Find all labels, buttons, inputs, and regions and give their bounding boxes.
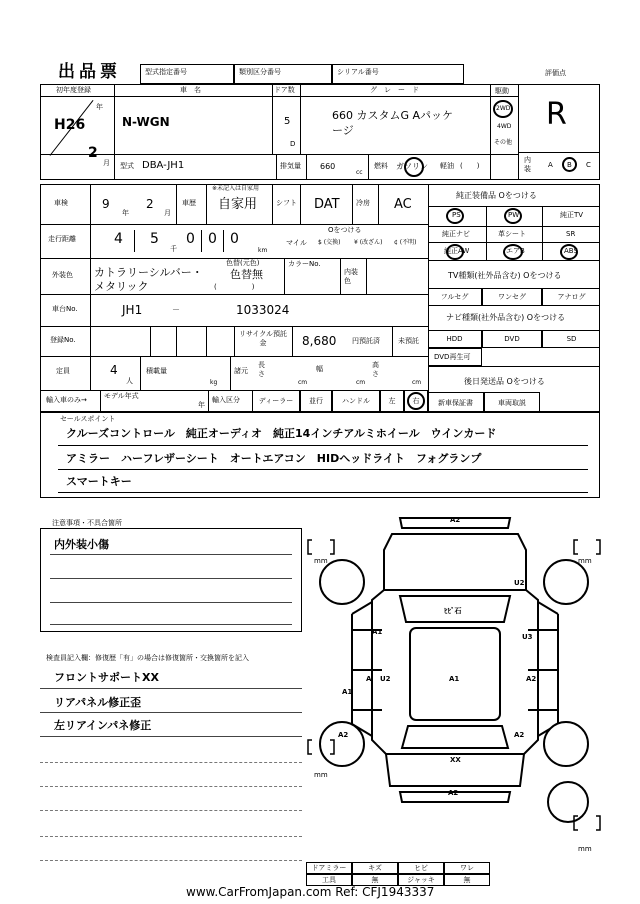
cc-unit: cc bbox=[356, 169, 363, 176]
inspector-line-2: リアパネル修正歪 bbox=[54, 696, 142, 709]
mileage-d5: 0 bbox=[230, 231, 239, 247]
type-label: 型式 bbox=[120, 162, 134, 170]
recycle-unit: 円預託済 bbox=[352, 337, 380, 345]
legend-scratch: キズ bbox=[352, 862, 398, 874]
color-label: 外装色 bbox=[52, 271, 73, 279]
mark-side-left: A1 bbox=[342, 688, 353, 696]
equip-sr: SR bbox=[566, 230, 576, 238]
interior-b-circle bbox=[562, 157, 577, 172]
legend-tool: 工具 bbox=[306, 874, 352, 886]
fuel-circle bbox=[404, 157, 424, 177]
legend-break: ワレ bbox=[444, 862, 490, 874]
doors-value: 5 bbox=[284, 116, 291, 127]
footer-ref: www.CarFromJapan.com Ref: CFJ1943337 bbox=[186, 885, 435, 899]
interior-b: B bbox=[567, 161, 572, 169]
grade-value: 660 カスタムG Aパッケージ bbox=[332, 109, 454, 137]
kg-unit: kg bbox=[210, 379, 218, 386]
shaken-month: 2 bbox=[146, 197, 154, 211]
interior-a: A bbox=[548, 161, 553, 169]
mileage-d3: 0 bbox=[186, 231, 195, 247]
grade-label: グ レ ー ド bbox=[370, 86, 419, 94]
tv-analog: アナログ bbox=[542, 288, 600, 306]
legend-tool-value: 無 bbox=[352, 874, 398, 886]
legend-jack: ジャッキ bbox=[398, 874, 444, 886]
navi-title: ナビ種類(社外品含む) Oをつける bbox=[446, 313, 566, 322]
page-title: 出品票 bbox=[58, 62, 121, 82]
chassis-label: 車台No. bbox=[52, 305, 78, 313]
drive-4wd: 4WD bbox=[497, 123, 512, 130]
mark-windshield: ﾋﾋﾞ石 bbox=[444, 607, 462, 615]
mile-label: マイル bbox=[286, 239, 307, 247]
handle-left: 左 bbox=[380, 390, 404, 412]
meter-exchange: $ (交換) bbox=[318, 239, 341, 246]
fuel-paren: ( ) bbox=[460, 162, 480, 170]
mm-rear-right: mm bbox=[578, 845, 592, 853]
dims-label: 諸元 bbox=[234, 367, 248, 375]
shift-label: シフト bbox=[276, 199, 297, 207]
fuel-value: ガソリン bbox=[396, 162, 428, 171]
type-value: DBA-JH1 bbox=[142, 160, 185, 171]
length-cm: cm bbox=[298, 379, 308, 386]
repaint-paren: ( ) bbox=[214, 283, 255, 291]
dvd-playback: DVD再生可 bbox=[428, 348, 482, 366]
history-label: 車歴 bbox=[182, 199, 196, 207]
cooler-label: 冷房 bbox=[356, 199, 370, 207]
mark-rear-xx: XX bbox=[450, 756, 461, 764]
import-div-label: 輸入区分 bbox=[212, 396, 240, 404]
shift-value: DAT bbox=[314, 197, 340, 212]
repaint-label: 色替(元色) bbox=[226, 259, 260, 267]
model-year-unit: 年 bbox=[198, 401, 205, 409]
mileage-d2: 5 bbox=[150, 231, 159, 247]
color-no-label: カラーNo. bbox=[288, 260, 321, 268]
capacity-label: 定員 bbox=[56, 367, 70, 375]
drive-other: その他 bbox=[494, 139, 513, 146]
equip-ps-circle bbox=[446, 208, 464, 224]
equip-ps: PS bbox=[452, 211, 461, 219]
mark-door-right: A2 bbox=[526, 675, 537, 683]
chassis-no: 1033024 bbox=[236, 303, 290, 317]
light-oil-label: 軽油 bbox=[440, 162, 454, 170]
meter-unknown: ¢ (不明) bbox=[394, 239, 417, 246]
notes-label: 注意事項・不具合箇所 bbox=[52, 519, 122, 527]
repaint-value: 色替無 bbox=[230, 268, 263, 281]
after-warranty: 新車保証書 bbox=[428, 392, 484, 412]
equip-abs: ABS bbox=[564, 247, 578, 255]
mm-rear-left: mm bbox=[314, 771, 328, 779]
equip-airbag-circle bbox=[503, 244, 523, 260]
reg-no-label: 登録No. bbox=[50, 336, 76, 344]
cooler-value: AC bbox=[394, 197, 412, 212]
mark-u3: U3 bbox=[522, 633, 533, 641]
recycle-label: リサイクル預託金 bbox=[238, 330, 288, 347]
mm-front-right: mm bbox=[578, 557, 592, 565]
parallel-option: 並行 bbox=[300, 390, 332, 412]
equip-aw: 純正AW bbox=[444, 247, 470, 255]
legend-jack-value: 無 bbox=[444, 874, 490, 886]
month-unit: 月 bbox=[103, 159, 110, 167]
notes-line-1: 内外装小傷 bbox=[54, 538, 109, 551]
handle-right-circle bbox=[407, 392, 425, 410]
model-code-label: 型式指定番号 bbox=[140, 64, 234, 84]
chassis-prefix: JH1 bbox=[122, 303, 143, 317]
mileage-d4: 0 bbox=[208, 231, 217, 247]
inspector-label: 検査員記入欄：修復歴「有」の場合は修復箇所・交換箇所を記入 bbox=[46, 654, 249, 662]
mm-front-left: mm bbox=[314, 557, 328, 565]
selling-point-line-2: アミラー ハーフレザーシート オートエアコン HIDヘッドライト フォグランプ bbox=[66, 452, 482, 465]
first-reg-month: 2 bbox=[88, 145, 98, 161]
drive-2wd: 2WD bbox=[496, 105, 511, 112]
handle-right: 右 bbox=[404, 390, 428, 412]
equip-pw: PW bbox=[508, 211, 520, 219]
interior-color-label: 内装色 bbox=[344, 268, 358, 285]
equip-pw-circle bbox=[504, 208, 522, 224]
mark-mid-u2: U2 bbox=[380, 675, 391, 683]
navi-sd: SD bbox=[542, 330, 600, 348]
inspector-line-3: 左リアインパネ修正 bbox=[54, 719, 152, 732]
mark-front-right: U2 bbox=[514, 579, 525, 587]
selling-points-label: セールスポイント bbox=[60, 415, 116, 423]
interior-label: 内装 bbox=[524, 156, 531, 173]
year-unit: 年 bbox=[96, 103, 103, 111]
displacement-label: 排気量 bbox=[280, 162, 301, 170]
car-name-label: 車 名 bbox=[180, 86, 201, 94]
tv-fullseg: フルセグ bbox=[428, 288, 482, 306]
equipment-title: 純正装備品 Oをつける bbox=[456, 191, 537, 200]
tv-oneseg: ワンセグ bbox=[482, 288, 542, 306]
history-note: ※未記入は自家用 bbox=[212, 185, 260, 192]
navi-hdd: HDD bbox=[428, 330, 482, 348]
meter-note: Oをつける bbox=[328, 226, 362, 234]
width-cm: cm bbox=[356, 379, 366, 386]
inspector-line-1: フロントサポートXX bbox=[54, 671, 159, 684]
color-value: カトラリーシルバー・メタリック bbox=[94, 266, 203, 293]
score-label: 評価点 bbox=[545, 69, 566, 77]
load-label: 積載量 bbox=[146, 367, 167, 375]
equip-airbag: エアB bbox=[506, 247, 525, 255]
after-manual: 車両取説 bbox=[484, 392, 540, 412]
mark-front-left: A1 bbox=[372, 628, 383, 636]
meter-tamper: ¥ (改ざん) bbox=[354, 239, 383, 246]
mark-center: A1 bbox=[449, 675, 460, 683]
legend-crack: ヒビ bbox=[398, 862, 444, 874]
width-label: 幅 bbox=[316, 365, 323, 373]
displacement-value: 660 bbox=[320, 162, 336, 171]
shaken-year: 9 bbox=[102, 197, 110, 211]
height-cm: cm bbox=[412, 379, 422, 386]
import-label: 輸入車のみ→ bbox=[46, 396, 87, 404]
car-name: N-WGN bbox=[122, 115, 170, 129]
shaken-month-unit: 月 bbox=[164, 209, 171, 217]
tv-title: TV種類(社外品含む) Oをつける bbox=[448, 271, 562, 280]
chassis-dash: － bbox=[172, 305, 180, 314]
after-title: 後日発送品 Oをつける bbox=[464, 377, 545, 386]
mileage-label: 走行距離 bbox=[48, 235, 76, 243]
mark-rear-right: A2 bbox=[514, 731, 525, 739]
height-label: 高さ bbox=[372, 361, 379, 378]
first-reg-label: 初年度登録 bbox=[56, 86, 91, 94]
mark-mid-a: A bbox=[366, 675, 372, 683]
doors-suffix: D bbox=[290, 140, 296, 148]
equip-leather: 革シート bbox=[498, 230, 526, 238]
equip-abs-circle bbox=[560, 244, 578, 260]
history-value: 自家用 bbox=[218, 197, 258, 212]
first-reg-year: H26 bbox=[54, 117, 86, 133]
navi-dvd: DVD bbox=[482, 330, 542, 348]
legend-mirror: ドアミラー bbox=[306, 862, 352, 874]
category-label: 類別区分番号 bbox=[234, 64, 332, 84]
thousand-unit: 千 bbox=[170, 245, 177, 253]
equip-navi: 純正ナビ bbox=[442, 230, 470, 238]
recycle-unpaid: 未預託 bbox=[398, 337, 419, 345]
drive-2wd-circle bbox=[493, 100, 513, 118]
mark-top: A2 bbox=[450, 516, 461, 524]
selling-point-line-3: スマートキー bbox=[66, 475, 132, 488]
equip-aw-circle bbox=[446, 244, 464, 260]
mark-bottom: A2 bbox=[448, 789, 459, 797]
equip-tv: 純正TV bbox=[560, 211, 584, 219]
handle-label: ハンドル bbox=[332, 390, 380, 412]
recycle-value: 8,680 bbox=[302, 334, 337, 348]
selling-point-line-1: クルーズコントロール 純正オーディオ 純正14インチアルミホイール ウインカード bbox=[66, 427, 497, 440]
drive-label: 駆動 bbox=[495, 87, 509, 95]
shaken-year-unit: 年 bbox=[122, 209, 129, 217]
serial-label: シリアル番号 bbox=[332, 64, 464, 84]
doors-label: ドア数 bbox=[274, 86, 295, 94]
mileage-d1: 4 bbox=[114, 231, 123, 247]
dealer-option: ディーラー bbox=[252, 390, 300, 412]
capacity-unit: 人 bbox=[126, 377, 133, 385]
mark-rear-left: A2 bbox=[338, 731, 349, 739]
model-year-label: モデル年式 bbox=[104, 392, 139, 400]
interior-c: C bbox=[586, 161, 591, 169]
car-damage-diagram bbox=[300, 510, 610, 860]
capacity-value: 4 bbox=[110, 363, 118, 377]
fuel-label: 燃料 bbox=[374, 162, 388, 170]
km-unit: km bbox=[258, 247, 268, 254]
length-label: 長さ bbox=[258, 361, 265, 378]
score-value: R bbox=[546, 97, 567, 132]
shaken-label: 車検 bbox=[54, 199, 68, 207]
